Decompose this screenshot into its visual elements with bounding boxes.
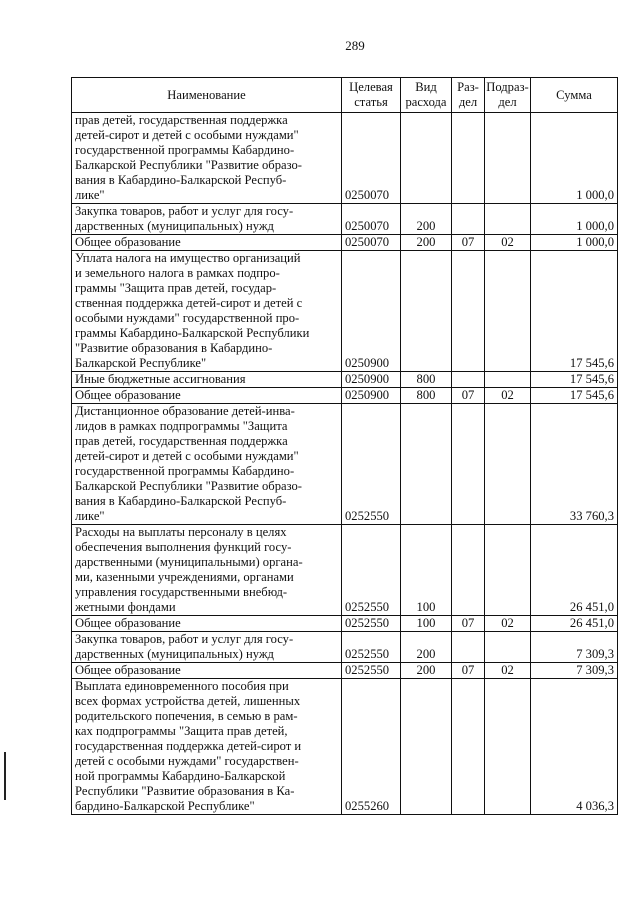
cell-code: 0250070 xyxy=(342,113,401,204)
cell-code: 0252550 xyxy=(342,525,401,616)
cell-name xyxy=(72,616,342,632)
cell-kind: 800 xyxy=(401,372,452,388)
cell-section: 07 xyxy=(452,663,485,679)
name-line: вания в Кабардино-Балкарской Респуб- xyxy=(75,173,287,187)
cell-sum: 33 760,3 xyxy=(531,404,618,525)
name-line: и земельного налога в рамках подпро- xyxy=(75,266,280,280)
cell-sum: 17 545,6 xyxy=(531,372,618,388)
name-line: государственная поддержка детей-сирот и xyxy=(75,739,302,753)
name-line: Закупка товаров, работ и услуг для госу- xyxy=(75,204,294,218)
cell-kind: 200 xyxy=(401,663,452,679)
name-line: лике" xyxy=(75,188,105,202)
cell-name xyxy=(72,404,342,525)
header-section: Раз- дел xyxy=(452,78,485,113)
name-line: граммы "Защита прав детей, государ- xyxy=(75,281,277,295)
name-line: управления государственными внебюд- xyxy=(75,585,288,599)
table-row xyxy=(72,388,618,404)
cell-code: 0252550 xyxy=(342,663,401,679)
cell-code: 0250900 xyxy=(342,388,401,404)
cell-section: 07 xyxy=(452,388,485,404)
name-line: дарственных (муниципальных) нужд xyxy=(75,219,274,233)
cell-section: 07 xyxy=(452,616,485,632)
name-line: прав детей, государственная поддержка xyxy=(75,434,288,448)
table-body xyxy=(72,113,618,815)
cell-sum: 7 309,3 xyxy=(531,632,618,663)
name-line: дарственных (муниципальных) нужд xyxy=(75,647,274,661)
name-line: Балкарской Республике" xyxy=(75,356,207,370)
name-line: Уплата налога на имущество организаций xyxy=(75,251,301,265)
name-line: ной программы Кабардино-Балкарской xyxy=(75,769,286,783)
cell-subsection: 02 xyxy=(485,388,531,404)
name-line: жетными фондами xyxy=(75,600,176,614)
name-line: лидов в рамках подпрограммы "Защита xyxy=(75,419,288,433)
name-line: государственной программы Кабардино- xyxy=(75,143,295,157)
cell-name xyxy=(72,679,342,815)
cell-name xyxy=(72,372,342,388)
name-line: граммы Кабардино-Балкарской Республики xyxy=(75,326,310,340)
name-line: Балкарской Республики "Развитие образо- xyxy=(75,158,302,172)
cell-sum: 7 309,3 xyxy=(531,663,618,679)
table-row xyxy=(72,679,618,815)
cell-subsection: 02 xyxy=(485,663,531,679)
cell-code: 0252550 xyxy=(342,632,401,663)
cell-subsection xyxy=(485,251,531,372)
header-code: Целевая статья xyxy=(342,78,401,113)
budget-table xyxy=(71,77,618,815)
cell-kind: 200 xyxy=(401,204,452,235)
cell-section xyxy=(452,525,485,616)
table-row xyxy=(72,204,618,235)
table-row xyxy=(72,251,618,372)
name-line: детей-сирот и детей с особыми нуждами" xyxy=(75,128,299,142)
name-line: ственная поддержка детей-сирот и детей с xyxy=(75,296,303,310)
cell-section xyxy=(452,113,485,204)
cell-code: 0250070 xyxy=(342,235,401,251)
table-row xyxy=(72,616,618,632)
name-line: Балкарской Республики "Развитие образо- xyxy=(75,479,302,493)
cell-kind xyxy=(401,113,452,204)
cell-sum: 26 451,0 xyxy=(531,616,618,632)
cell-kind: 800 xyxy=(401,388,452,404)
cell-code: 0250900 xyxy=(342,251,401,372)
name-line: родительского попечения, в семью в рам- xyxy=(75,709,298,723)
name-line: государственной программы Кабардино- xyxy=(75,464,295,478)
cell-code: 0250070 xyxy=(342,204,401,235)
table-row xyxy=(72,404,618,525)
cell-section: 07 xyxy=(452,235,485,251)
cell-kind xyxy=(401,679,452,815)
name-line: "Развитие образования в Кабардино- xyxy=(75,341,273,355)
cell-name xyxy=(72,204,342,235)
name-line: ках подпрограммы "Защита прав детей, xyxy=(75,724,288,738)
cell-subsection xyxy=(485,679,531,815)
cell-section xyxy=(452,404,485,525)
name-line: Общее образование xyxy=(75,388,181,402)
name-line: Иные бюджетные ассигнования xyxy=(75,372,246,386)
table-row xyxy=(72,525,618,616)
name-line: Закупка товаров, работ и услуг для госу- xyxy=(75,632,294,646)
cell-sum: 1 000,0 xyxy=(531,113,618,204)
cell-subsection xyxy=(485,404,531,525)
name-line: Республики "Развитие образования в Ка- xyxy=(75,784,295,798)
cell-subsection: 02 xyxy=(485,235,531,251)
name-line: лике" xyxy=(75,509,105,523)
cell-kind: 100 xyxy=(401,525,452,616)
name-line: Общее образование xyxy=(75,616,181,630)
cell-section xyxy=(452,632,485,663)
name-line: бардино-Балкарской Республике" xyxy=(75,799,255,813)
cell-code: 0252550 xyxy=(342,616,401,632)
cell-sum: 17 545,6 xyxy=(531,251,618,372)
cell-name xyxy=(72,113,342,204)
cell-subsection xyxy=(485,632,531,663)
cell-code: 0250900 xyxy=(342,372,401,388)
cell-name xyxy=(72,525,342,616)
header-subsection: Подраз- дел xyxy=(485,78,531,113)
name-line: ми, казенными учреждениями, органами xyxy=(75,570,294,584)
cell-subsection xyxy=(485,113,531,204)
page-number: 289 xyxy=(345,38,365,53)
name-line: Дистанционное образование детей-инва- xyxy=(75,404,295,418)
cell-section xyxy=(452,679,485,815)
header-name: Наименование xyxy=(72,78,342,113)
cell-code: 0255260 xyxy=(342,679,401,815)
header-sum: Сумма xyxy=(531,78,618,113)
cell-subsection xyxy=(485,204,531,235)
cell-sum: 1 000,0 xyxy=(531,204,618,235)
cell-name xyxy=(72,235,342,251)
cell-kind: 200 xyxy=(401,632,452,663)
cell-subsection: 02 xyxy=(485,616,531,632)
name-line: всех формах устройства детей, лишенных xyxy=(75,694,301,708)
name-line: обеспечения выполнения функций госу- xyxy=(75,540,292,554)
cell-subsection xyxy=(485,525,531,616)
cell-section xyxy=(452,372,485,388)
table-row xyxy=(72,235,618,251)
cell-name xyxy=(72,251,342,372)
table-row xyxy=(72,663,618,679)
name-line: особыми нуждами" государственной про- xyxy=(75,311,300,325)
cell-subsection xyxy=(485,372,531,388)
name-line: Расходы на выплаты персоналу в целях xyxy=(75,525,287,539)
cell-sum: 1 000,0 xyxy=(531,235,618,251)
cell-kind: 100 xyxy=(401,616,452,632)
name-line: детей с особыми нуждами" государствен- xyxy=(75,754,299,768)
name-line: Выплата единовременного пособия при xyxy=(75,679,289,693)
cell-name xyxy=(72,663,342,679)
table-row xyxy=(72,372,618,388)
cell-section xyxy=(452,204,485,235)
cell-kind xyxy=(401,251,452,372)
cell-sum: 26 451,0 xyxy=(531,525,618,616)
name-line: детей-сирот и детей с особыми нуждами" xyxy=(75,449,299,463)
name-line: дарственными (муниципальными) органа- xyxy=(75,555,303,569)
cell-code: 0252550 xyxy=(342,404,401,525)
name-line: вания в Кабардино-Балкарской Респуб- xyxy=(75,494,287,508)
cell-sum: 4 036,3 xyxy=(531,679,618,815)
cell-section xyxy=(452,251,485,372)
name-line: Общее образование xyxy=(75,235,181,249)
name-line: прав детей, государственная поддержка xyxy=(75,113,288,127)
name-line: Общее образование xyxy=(75,663,181,677)
cell-name xyxy=(72,388,342,404)
cell-kind xyxy=(401,404,452,525)
table-row xyxy=(72,632,618,663)
cell-kind: 200 xyxy=(401,235,452,251)
table-row xyxy=(72,113,618,204)
header-kind: Вид расхода xyxy=(401,78,452,113)
table-header-row xyxy=(72,78,618,113)
margin-mark xyxy=(4,752,6,800)
cell-sum: 17 545,6 xyxy=(531,388,618,404)
cell-name xyxy=(72,632,342,663)
